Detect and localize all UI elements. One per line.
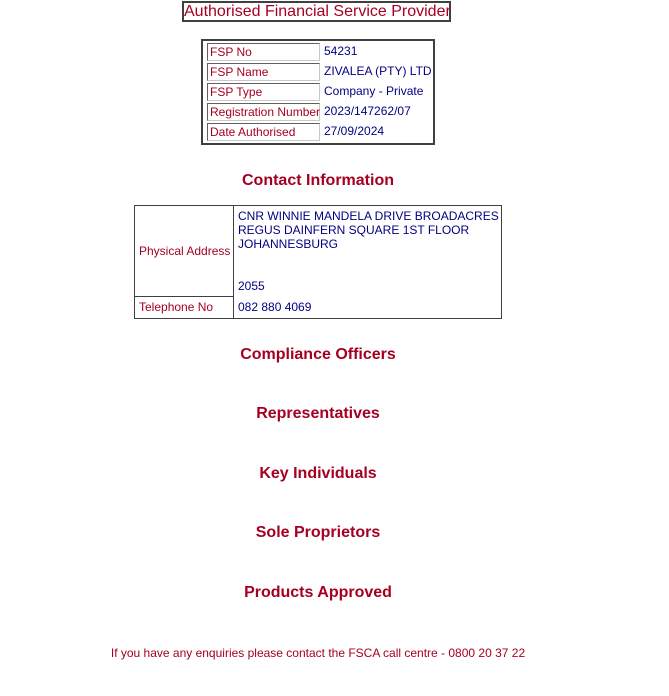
fsp-row-fsp-name <box>205 63 433 81</box>
fsp-no-value: 54231 <box>324 44 358 58</box>
row-divider <box>135 296 233 297</box>
fsp-row-fsp-type <box>205 83 433 101</box>
products-approved-heading: Products Approved <box>244 584 392 601</box>
contact-label-column <box>135 206 234 318</box>
page-title: Authorised Financial Service Provider <box>184 3 451 20</box>
fsp-row-date-authorised <box>205 123 433 141</box>
fsp-name-label: FSP Name <box>207 63 320 81</box>
contact-table <box>134 205 502 319</box>
registration-number-label: Registration Number <box>207 103 320 121</box>
fsp-type-value: Company - Private <box>324 84 424 98</box>
address-line-3: JOHANNESBURG <box>238 237 339 251</box>
contact-information-heading: Contact Information <box>242 172 394 189</box>
registration-number-value: 2023/147262/07 <box>324 104 411 118</box>
date-authorised-label: Date Authorised <box>207 123 320 141</box>
date-authorised-value: 27/09/2024 <box>324 124 385 138</box>
telephone-value: 082 880 4069 <box>238 300 312 314</box>
fsp-name-value: ZIVALEA (PTY) LTD <box>324 64 432 78</box>
fsp-no-label: FSP No <box>207 43 320 61</box>
physical-address-label: Physical Address <box>139 244 231 258</box>
telephone-label: Telephone No <box>139 300 214 314</box>
fsp-row-fsp-no <box>205 43 433 61</box>
postal-code: 2055 <box>238 279 265 293</box>
fsp-row-registration-number <box>205 103 433 121</box>
address-line-2: REGUS DAINFERN SQUARE 1ST FLOOR <box>238 223 470 237</box>
enquiries-footer: If you have any enquiries please contact the FSCA call centre - 0800 20 37 22 <box>110 646 526 660</box>
fsp-details-table <box>201 39 435 145</box>
representatives-heading: Representatives <box>256 405 380 422</box>
address-line-1: CNR WINNIE MANDELA DRIVE BROADACRES <box>238 209 499 223</box>
fsp-type-label: FSP Type <box>207 83 320 101</box>
key-individuals-heading: Key Individuals <box>259 465 377 482</box>
compliance-officers-heading: Compliance Officers <box>240 346 396 363</box>
sole-proprietors-heading: Sole Proprietors <box>255 524 381 541</box>
